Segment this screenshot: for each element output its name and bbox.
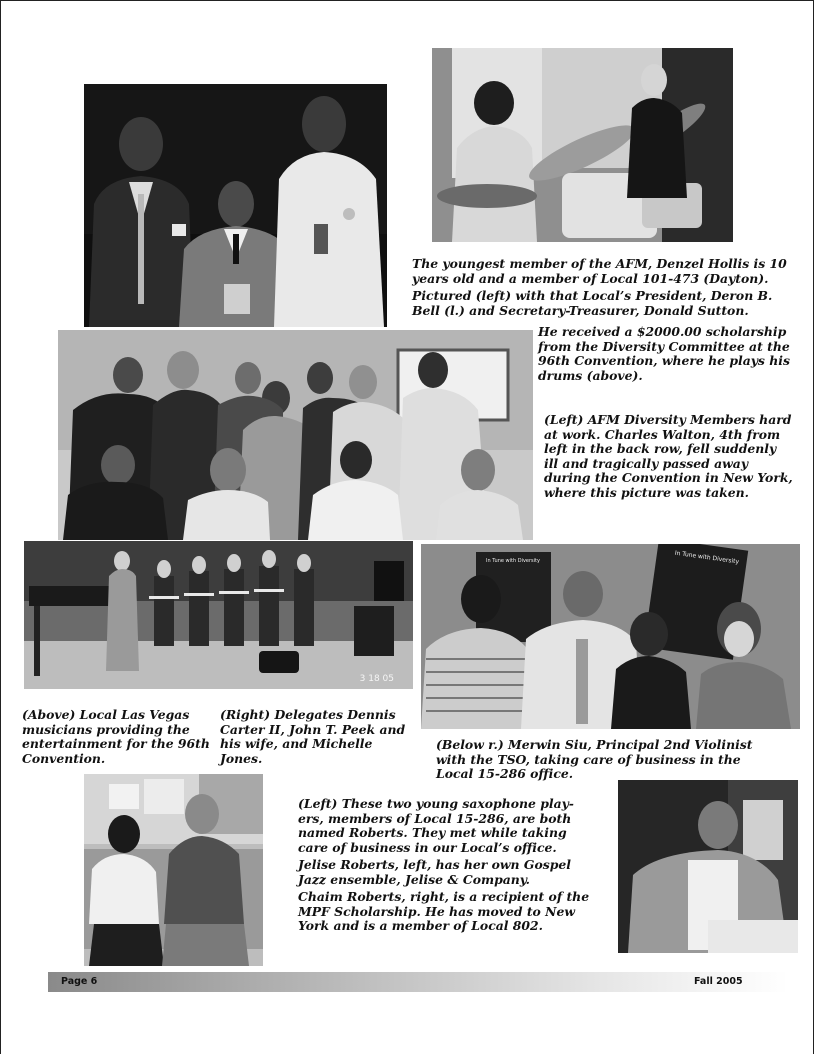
photo-denzel-drumming <box>432 48 733 242</box>
poster-title-left: In Tune with Diversity <box>486 558 540 564</box>
caption-denzel-pictured: Pictured (left) with that Local’s President, Deron B. Bell (l.) and Secretary-Treasurer, Donald Sutton. <box>412 288 773 318</box>
caption-diversity-text: (Left) AFM Diversity Members hard at work. Charles Walton, 4th from left in the back row, fell suddenly ill and tragically passed away during the Convention in New York, where this picture was taken. <box>544 412 793 500</box>
caption-denzel-scholarship-text: He received a $2000.00 scholarship from the Diversity Committee at the 96th Convention, where he plays his drums (above). <box>538 324 790 383</box>
caption-delegates <box>220 708 410 769</box>
caption-denzel <box>412 257 792 321</box>
caption-merwin-siu <box>436 738 781 785</box>
page-number: Page 6 <box>61 976 98 987</box>
caption-chaim: Chaim Roberts, right, is a recipient of the MPF Scholarship. He has moved to New York and is a member of Local 802. <box>298 889 590 933</box>
caption-jelise: Jelise Roberts, left, has her own Gospel Jazz ensemble, Jelise & Company. <box>298 857 571 887</box>
photo-roberts-saxophonists <box>84 774 263 966</box>
footer-bar <box>48 972 788 992</box>
caption-merwin-text: (Below r.) Merwin Siu, Principal 2nd Violinist with the TSO, taking care of business in the Local 15-286 office. <box>436 737 753 781</box>
poster-title-right: In Tune with Diversity <box>674 549 740 566</box>
issue-date: Fall 2005 <box>694 976 743 987</box>
caption-las-vegas-text: (Above) Local Las Vegas musicians providing the entertainment for the 96th Convention. <box>22 707 210 766</box>
date-stamp: 3 18 05 <box>359 674 394 684</box>
caption-roberts <box>298 797 598 937</box>
caption-denzel-scholarship <box>538 325 794 386</box>
photo-delegates <box>421 544 800 729</box>
caption-delegates-text: (Right) Delegates Dennis Carter II, John T. Peek and his wife, and Michelle Jones. <box>220 707 406 766</box>
photo-diversity-group <box>58 330 533 540</box>
caption-las-vegas <box>22 708 214 769</box>
caption-diversity-members <box>544 413 794 503</box>
photo-merwin-siu <box>618 780 798 953</box>
photo-denzel-with-officers <box>84 84 387 327</box>
caption-roberts-intro: (Left) These two young saxophone play-ers, members of Local 15-286, are both named Roberts. They met while taking care of business in our Local’s office. <box>298 796 574 855</box>
caption-denzel-intro: The youngest member of the AFM, Denzel Hollis is 10 years old and a member of Local 101-473 (Dayton). <box>412 256 787 286</box>
photo-las-vegas-band <box>24 541 413 689</box>
